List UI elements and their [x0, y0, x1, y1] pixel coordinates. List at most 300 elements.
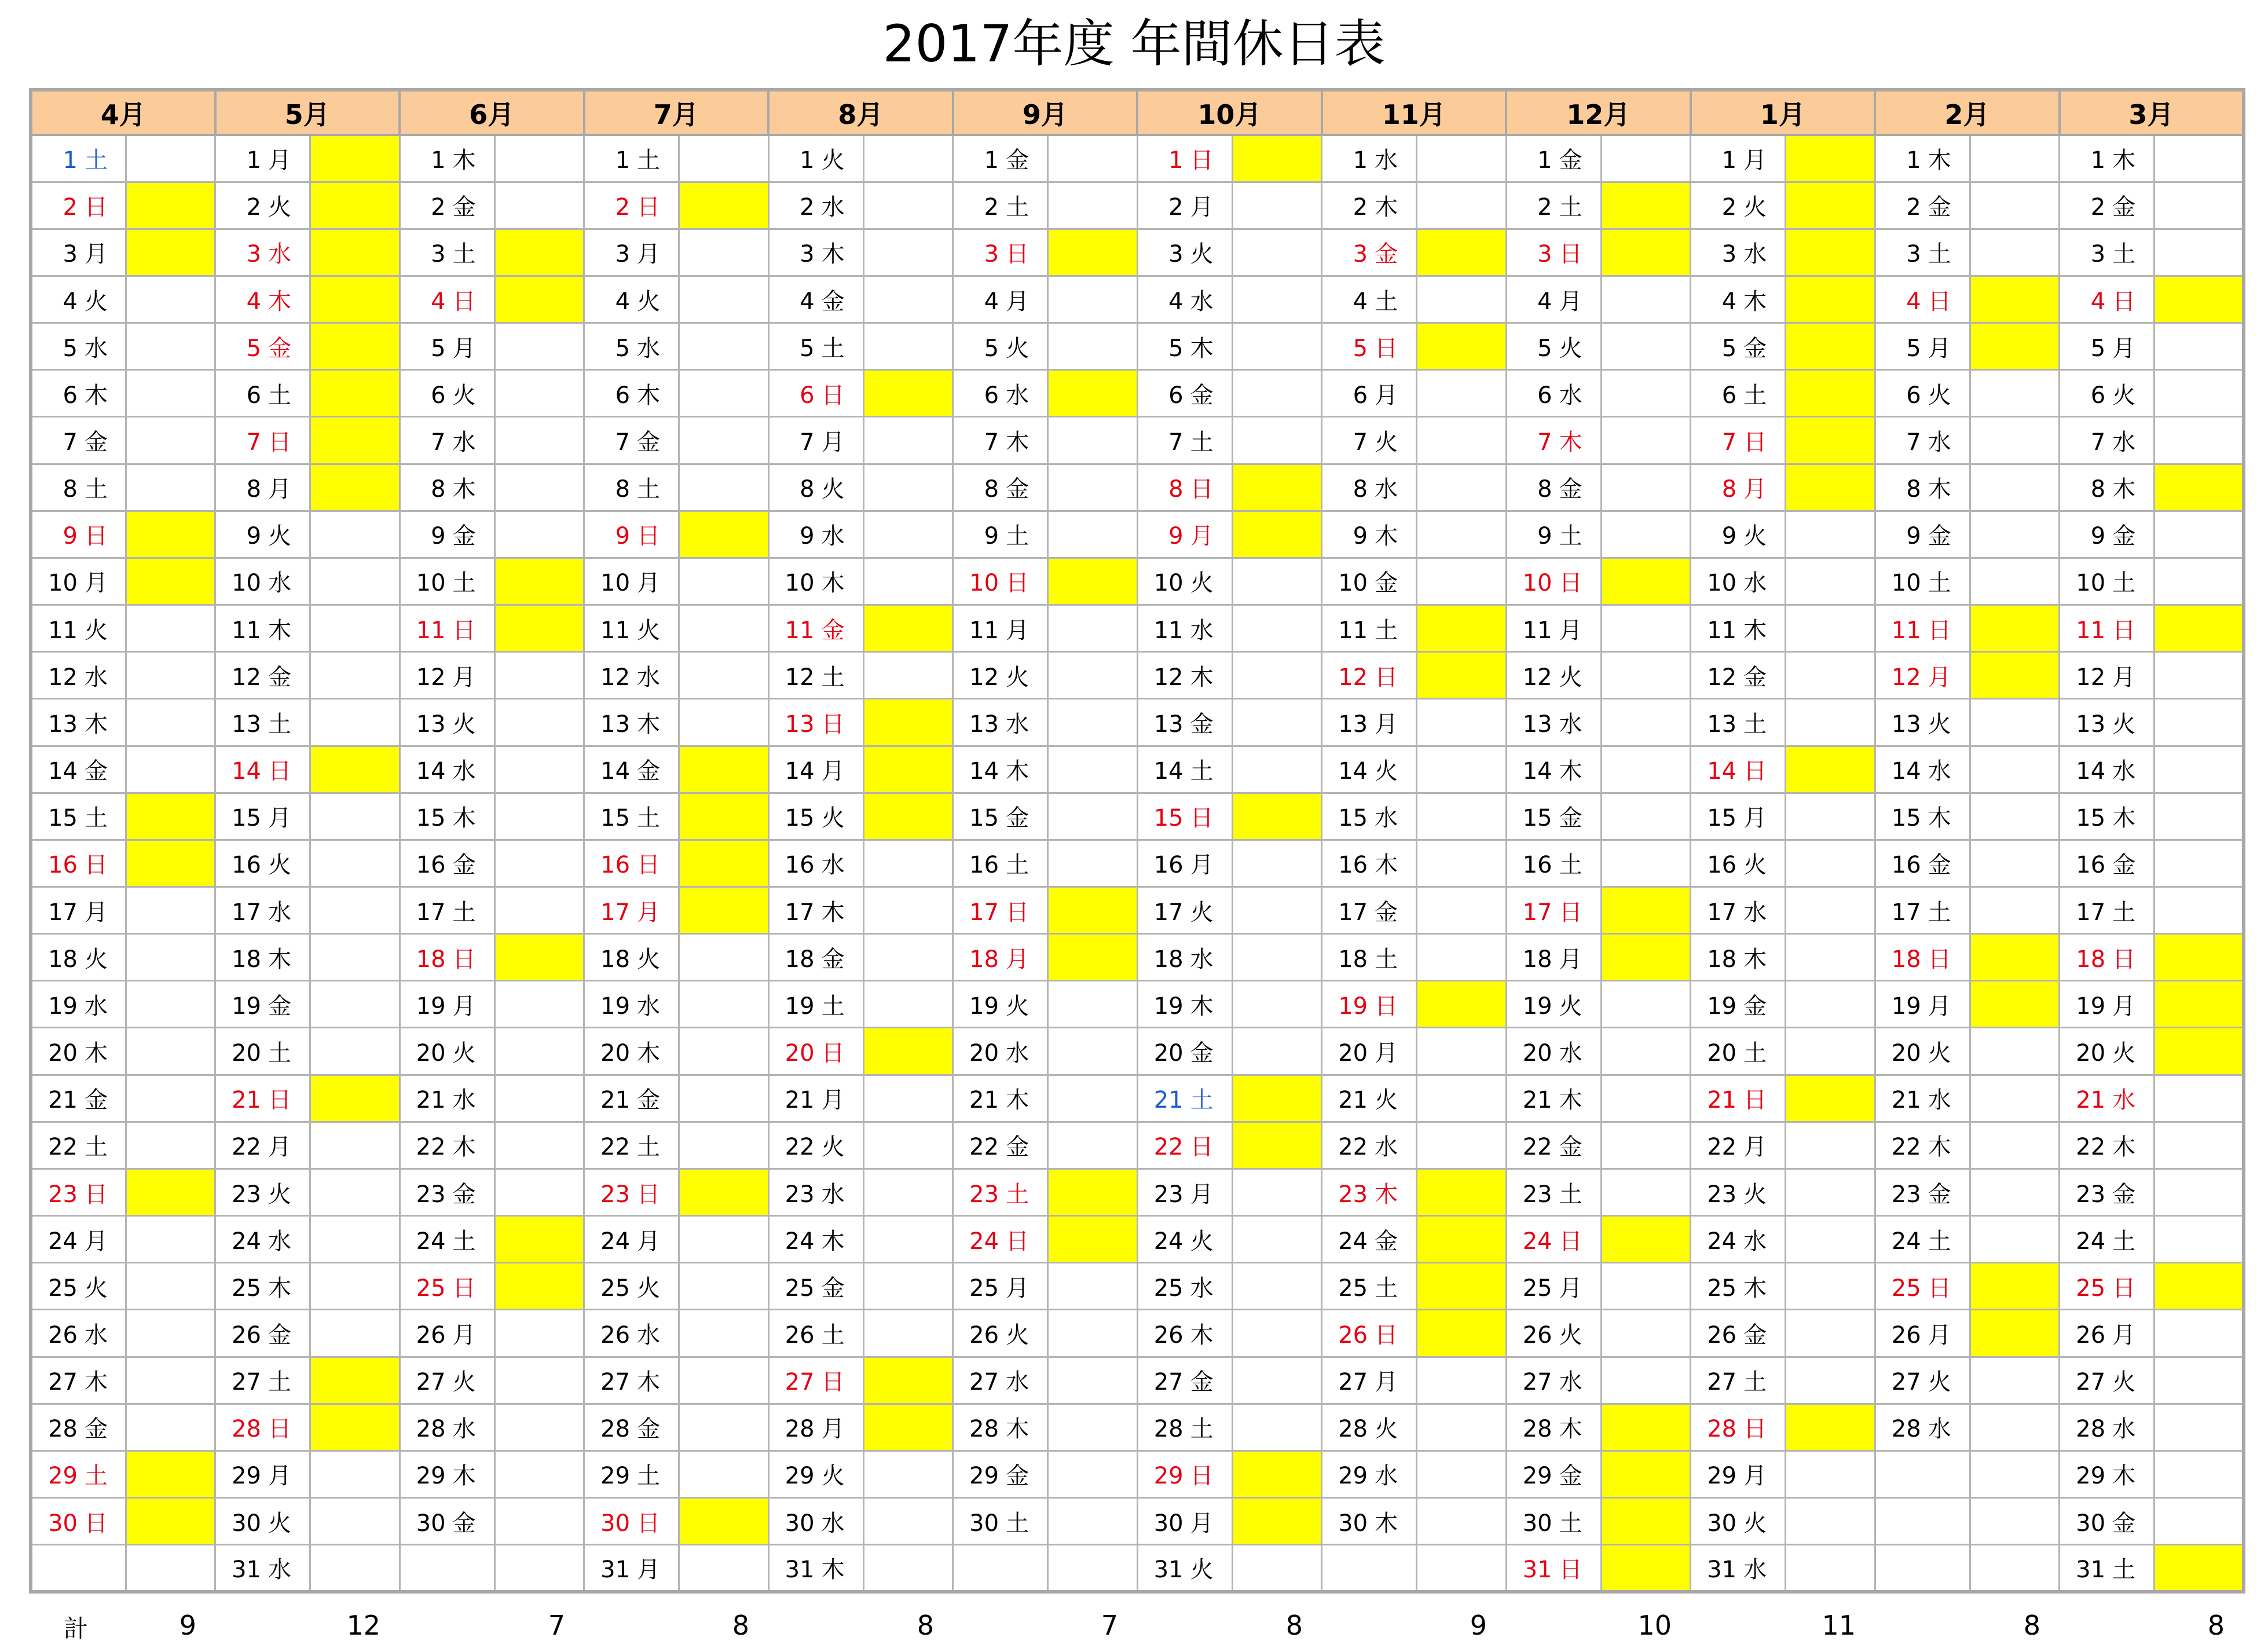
- day-cell: [31, 323, 126, 370]
- holiday-mark: [1417, 323, 1507, 370]
- day-number: 23: [1707, 1181, 1737, 1208]
- weekday-label: 火: [1743, 1181, 1767, 1208]
- day-cell: [1322, 323, 1417, 370]
- weekday-label: 日: [1190, 1134, 1214, 1161]
- day-cell: [1875, 182, 1970, 229]
- day-number: 28: [416, 1416, 446, 1443]
- day-number: 1: [615, 147, 631, 174]
- workday-mark: [1417, 511, 1507, 558]
- holiday-mark: [1601, 1216, 1691, 1263]
- day-cell: [400, 417, 494, 464]
- workday-mark: [126, 323, 215, 370]
- workday-mark: [2155, 1122, 2244, 1169]
- day-cell: [1322, 699, 1417, 746]
- day-cell: [768, 417, 863, 464]
- day-number: 5: [63, 335, 78, 362]
- day-number: 21: [600, 1087, 631, 1114]
- day-cell: [1506, 1169, 1601, 1215]
- holiday-mark: [1417, 229, 1507, 276]
- day-row: [31, 464, 2244, 511]
- day-row: [31, 605, 2244, 652]
- month-total: 9: [1470, 1610, 1487, 1641]
- weekday-label: 火: [1190, 1556, 1214, 1584]
- weekday-label: 木: [1559, 1416, 1582, 1443]
- weekday-label: 水: [637, 664, 661, 691]
- day-number: 15: [1522, 805, 1552, 832]
- day-cell: [31, 511, 126, 558]
- weekday-label: 水: [1928, 1087, 1951, 1114]
- day-number: 3: [615, 241, 631, 268]
- day-number: 1: [246, 147, 262, 174]
- day-number: 21: [1891, 1087, 1921, 1114]
- day-cell: [1875, 1028, 1970, 1075]
- workday-mark: [310, 699, 400, 746]
- workday-mark: [1417, 1404, 1507, 1450]
- weekday-label: 金: [1190, 1369, 1214, 1396]
- workday-mark: [1786, 511, 1875, 558]
- workday-mark: [1970, 699, 2060, 746]
- workday-mark: [1417, 699, 1507, 746]
- workday-mark: [1048, 417, 1138, 464]
- day-number: 5: [984, 335, 999, 362]
- weekday-label: 水: [268, 570, 292, 597]
- day-number: 5: [800, 335, 815, 362]
- day-cell: [1691, 417, 1786, 464]
- weekday-label: 金: [1928, 523, 1951, 550]
- weekday-label: 木: [1375, 523, 1398, 550]
- day-number: 3: [984, 241, 999, 268]
- weekday-label: 木: [1743, 946, 1767, 973]
- day-number: 17: [600, 899, 631, 926]
- holiday-mark: [1601, 934, 1691, 981]
- workday-mark: [679, 558, 769, 605]
- day-cell: [2060, 1028, 2155, 1075]
- day-number: 27: [416, 1369, 446, 1396]
- workday-mark: [2155, 840, 2244, 887]
- weekday-label: 火: [452, 382, 476, 409]
- workday-mark: [1786, 1263, 1875, 1310]
- day-number: 28: [232, 1416, 262, 1443]
- day-number: 23: [785, 1181, 815, 1208]
- workday-mark: [2155, 558, 2244, 605]
- day-number: 1: [2090, 147, 2106, 174]
- weekday-label: 木: [452, 805, 476, 832]
- empty-cell: [1970, 1450, 2060, 1497]
- weekday-label: 水: [821, 194, 845, 221]
- weekday-label: 金: [821, 1274, 845, 1302]
- day-number: 26: [232, 1321, 262, 1349]
- weekday-label: 金: [1006, 476, 1029, 503]
- day-number: 5: [431, 335, 446, 362]
- day-cell: [1875, 793, 1970, 840]
- day-cell: [768, 370, 863, 417]
- day-cell: [1691, 1075, 1786, 1122]
- day-number: 3: [246, 241, 262, 268]
- day-number: 9: [63, 523, 78, 550]
- day-number: 14: [1891, 758, 1921, 785]
- day-cell: [584, 652, 679, 699]
- weekday-label: 土: [1928, 241, 1951, 268]
- holiday-mark: [1786, 182, 1875, 229]
- holiday-calendar-table: [29, 88, 2245, 1594]
- weekday-label: 日: [821, 1369, 845, 1396]
- workday-mark: [863, 323, 953, 370]
- day-number: 4: [1721, 288, 1737, 315]
- day-cell: [2060, 1545, 2155, 1592]
- day-cell: [768, 1498, 863, 1545]
- holiday-mark: [1232, 1075, 1322, 1122]
- day-cell: [768, 1216, 863, 1263]
- day-number: 16: [1707, 852, 1737, 879]
- day-row: [31, 1169, 2244, 1215]
- day-cell: [953, 699, 1048, 746]
- weekday-label: 土: [1006, 523, 1029, 550]
- weekday-label: 水: [637, 992, 661, 1020]
- weekday-label: 火: [1559, 335, 1582, 362]
- weekday-label: 金: [637, 429, 661, 456]
- day-number: 5: [1721, 335, 1737, 362]
- workday-mark: [1232, 1310, 1322, 1357]
- day-cell: [400, 1216, 494, 1263]
- weekday-label: 日: [2112, 288, 2136, 315]
- workday-mark: [863, 1075, 953, 1122]
- day-cell: [1137, 1450, 1232, 1497]
- day-number: 25: [232, 1274, 262, 1302]
- weekday-label: 土: [268, 1040, 292, 1067]
- day-cell: [215, 981, 310, 1028]
- day-cell: [215, 511, 310, 558]
- weekday-label: 日: [268, 1087, 292, 1114]
- day-cell: [215, 417, 310, 464]
- weekday-label: 金: [85, 1087, 108, 1114]
- day-number: 25: [1153, 1274, 1184, 1302]
- day-number: 13: [1891, 710, 1921, 738]
- day-cell: [1137, 1357, 1232, 1404]
- day-cell: [215, 1310, 310, 1357]
- day-cell: [1322, 840, 1417, 887]
- weekday-label: 月: [1375, 1040, 1398, 1067]
- workday-mark: [1232, 1357, 1322, 1404]
- weekday-label: 水: [2112, 758, 2136, 785]
- weekday-label: 火: [1006, 664, 1029, 691]
- holiday-mark: [2155, 276, 2244, 323]
- weekday-label: 火: [268, 194, 292, 221]
- day-number: 8: [1168, 476, 1184, 503]
- weekday-label: 水: [821, 1181, 845, 1208]
- weekday-label: 火: [821, 805, 845, 832]
- workday-mark: [679, 135, 769, 182]
- day-number: 18: [1153, 946, 1184, 973]
- weekday-label: 月: [637, 241, 661, 268]
- day-cell: [31, 840, 126, 887]
- day-number: 25: [1707, 1274, 1737, 1302]
- day-cell: [400, 981, 494, 1028]
- weekday-label: 水: [1006, 382, 1029, 409]
- month-total: 12: [346, 1610, 380, 1641]
- workday-mark: [679, 981, 769, 1028]
- weekday-label: 月: [1743, 147, 1767, 174]
- day-cell: [584, 558, 679, 605]
- day-row: [31, 511, 2244, 558]
- workday-mark: [310, 1545, 400, 1592]
- workday-mark: [2155, 182, 2244, 229]
- day-cell: [768, 887, 863, 934]
- day-cell: [1322, 1028, 1417, 1075]
- weekday-label: 水: [1190, 1274, 1214, 1302]
- workday-mark: [126, 1404, 215, 1450]
- weekday-label: 木: [1743, 288, 1767, 315]
- day-number: 13: [2076, 710, 2106, 738]
- day-number: 30: [2076, 1510, 2106, 1537]
- weekday-label: 土: [2112, 899, 2136, 926]
- weekday-label: 金: [452, 852, 476, 879]
- day-number: 4: [615, 288, 631, 315]
- workday-mark: [1232, 1404, 1322, 1450]
- weekday-label: 月: [452, 992, 476, 1020]
- day-cell: [953, 1404, 1048, 1450]
- weekday-label: 木: [452, 476, 476, 503]
- month-header: 12月: [1506, 90, 1691, 135]
- weekday-label: 火: [2112, 710, 2136, 738]
- weekday-label: 水: [1743, 570, 1767, 597]
- workday-mark: [1601, 417, 1691, 464]
- weekday-label: 金: [821, 617, 845, 644]
- holiday-mark: [679, 793, 769, 840]
- day-cell: [215, 229, 310, 276]
- day-row: [31, 1450, 2244, 1497]
- day-cell: [1691, 934, 1786, 981]
- weekday-label: 水: [268, 1228, 292, 1255]
- day-cell: [2060, 511, 2155, 558]
- day-cell: [215, 652, 310, 699]
- weekday-label: 日: [1006, 570, 1029, 597]
- day-cell: [215, 699, 310, 746]
- workday-mark: [1970, 746, 2060, 793]
- day-number: 29: [1153, 1463, 1184, 1490]
- holiday-mark: [310, 182, 400, 229]
- workday-mark: [126, 605, 215, 652]
- day-number: 10: [1522, 570, 1552, 597]
- weekday-label: 日: [2112, 1274, 2136, 1302]
- workday-mark: [1048, 1028, 1138, 1075]
- day-number: 12: [1522, 664, 1552, 691]
- day-cell: [1506, 1404, 1601, 1450]
- day-number: 18: [1522, 946, 1552, 973]
- day-number: 19: [1522, 992, 1552, 1020]
- day-number: 15: [1707, 805, 1737, 832]
- day-number: 9: [2090, 523, 2106, 550]
- day-number: 27: [2076, 1369, 2106, 1396]
- workday-mark: [1970, 464, 2060, 511]
- workday-mark: [2155, 652, 2244, 699]
- weekday-label: 木: [1190, 335, 1214, 362]
- weekday-label: 土: [637, 805, 661, 832]
- weekday-label: 木: [1006, 1416, 1029, 1443]
- day-cell: [1691, 605, 1786, 652]
- weekday-label: 金: [1559, 1463, 1582, 1490]
- holiday-mark: [1417, 1263, 1507, 1310]
- weekday-label: 日: [1743, 758, 1767, 785]
- day-cell: [1691, 323, 1786, 370]
- weekday-label: 日: [821, 382, 845, 409]
- weekday-label: 月: [2112, 1321, 2136, 1349]
- month-header: 9月: [953, 90, 1138, 135]
- day-cell: [1691, 840, 1786, 887]
- day-number: 30: [1153, 1510, 1184, 1537]
- day-cell: [215, 1028, 310, 1075]
- workday-mark: [494, 1404, 584, 1450]
- weekday-label: 木: [1559, 758, 1582, 785]
- day-cell: [31, 652, 126, 699]
- workday-mark: [863, 1122, 953, 1169]
- day-cell: [953, 1310, 1048, 1357]
- day-number: 26: [1522, 1321, 1552, 1349]
- day-number: 28: [785, 1416, 815, 1443]
- weekday-label: 金: [637, 1416, 661, 1443]
- day-number: 4: [63, 288, 78, 315]
- day-cell: [768, 1450, 863, 1497]
- weekday-label: 日: [1743, 1087, 1767, 1114]
- day-number: 19: [600, 992, 631, 1020]
- day-number: 19: [1707, 992, 1737, 1020]
- month-total: 7: [1101, 1610, 1118, 1641]
- weekday-label: 土: [637, 147, 661, 174]
- day-number: 7: [431, 429, 446, 456]
- weekday-label: 金: [1928, 852, 1951, 879]
- weekday-label: 月: [452, 664, 476, 691]
- day-row: [31, 981, 2244, 1028]
- day-number: 14: [600, 758, 631, 785]
- weekday-label: 木: [821, 570, 845, 597]
- workday-mark: [863, 1498, 953, 1545]
- workday-mark: [126, 652, 215, 699]
- weekday-label: 水: [1928, 758, 1951, 785]
- workday-mark: [1048, 1450, 1138, 1497]
- day-number: 16: [600, 852, 631, 879]
- weekday-label: 金: [1559, 147, 1582, 174]
- weekday-label: 水: [1006, 710, 1029, 738]
- workday-mark: [679, 652, 769, 699]
- weekday-label: 土: [1190, 1087, 1214, 1114]
- day-number: 17: [48, 899, 78, 926]
- weekday-label: 火: [1190, 241, 1214, 268]
- workday-mark: [679, 370, 769, 417]
- holiday-mark: [1786, 229, 1875, 276]
- day-cell: [215, 793, 310, 840]
- day-cell: [215, 1357, 310, 1404]
- workday-mark: [126, 1075, 215, 1122]
- day-number: 18: [785, 946, 815, 973]
- day-number: 12: [416, 664, 446, 691]
- workday-mark: [1786, 1450, 1875, 1497]
- day-number: 13: [48, 710, 78, 738]
- day-cell: [584, 1216, 679, 1263]
- weekday-label: 月: [1006, 288, 1029, 315]
- weekday-label: 木: [2112, 1134, 2136, 1161]
- day-cell: [584, 182, 679, 229]
- day-cell: [31, 464, 126, 511]
- day-cell: [2060, 1357, 2155, 1404]
- day-number: 7: [1168, 429, 1184, 456]
- weekday-label: 月: [1190, 1181, 1214, 1208]
- workday-mark: [1417, 370, 1507, 417]
- weekday-label: 金: [1559, 1134, 1582, 1161]
- day-cell: [1137, 746, 1232, 793]
- month-total: 7: [548, 1610, 565, 1641]
- month-header: 7月: [584, 90, 769, 135]
- day-cell: [215, 1122, 310, 1169]
- weekday-label: 月: [1190, 1510, 1214, 1537]
- weekday-label: 火: [452, 1369, 476, 1396]
- day-row: [31, 1498, 2244, 1545]
- weekday-label: 水: [1928, 429, 1951, 456]
- weekday-label: 水: [1743, 1556, 1767, 1584]
- weekday-label: 火: [1559, 664, 1582, 691]
- day-number: 30: [600, 1510, 631, 1537]
- day-number: 21: [1338, 1087, 1368, 1114]
- day-number: 15: [785, 805, 815, 832]
- weekday-label: 水: [1006, 1040, 1029, 1067]
- day-number: 11: [2076, 617, 2106, 644]
- weekday-label: 金: [1928, 1181, 1951, 1208]
- workday-mark: [1232, 229, 1322, 276]
- day-cell: [584, 746, 679, 793]
- workday-mark: [2155, 746, 2244, 793]
- workday-mark: [1601, 1122, 1691, 1169]
- day-number: 1: [1721, 147, 1737, 174]
- weekday-label: 金: [637, 758, 661, 785]
- day-cell: [400, 1310, 494, 1357]
- day-cell: [400, 511, 494, 558]
- day-number: 31: [1522, 1556, 1552, 1584]
- weekday-label: 月: [452, 335, 476, 362]
- workday-mark: [863, 511, 953, 558]
- workday-mark: [1417, 135, 1507, 182]
- day-cell: [31, 1498, 126, 1545]
- weekday-label: 月: [2112, 992, 2136, 1020]
- weekday-label: 金: [1743, 664, 1767, 691]
- holiday-mark: [679, 840, 769, 887]
- weekday-label: 火: [1190, 570, 1214, 597]
- workday-mark: [863, 276, 953, 323]
- workday-mark: [679, 1357, 769, 1404]
- day-number: 28: [2076, 1416, 2106, 1443]
- weekday-label: 火: [1743, 852, 1767, 879]
- holiday-mark: [1601, 1498, 1691, 1545]
- day-number: 8: [800, 476, 815, 503]
- weekday-label: 木: [637, 1040, 661, 1067]
- weekday-label: 土: [85, 147, 108, 174]
- day-number: 29: [1522, 1463, 1552, 1490]
- day-cell: [1322, 1216, 1417, 1263]
- day-cell: [1875, 652, 1970, 699]
- day-number: 24: [416, 1228, 446, 1255]
- day-cell: [2060, 793, 2155, 840]
- workday-mark: [1601, 1310, 1691, 1357]
- day-row: [31, 652, 2244, 699]
- empty-cell: [1048, 1545, 1138, 1592]
- weekday-label: 木: [85, 710, 108, 738]
- holiday-mark: [310, 135, 400, 182]
- weekday-label: 金: [1928, 194, 1951, 221]
- day-cell: [584, 1498, 679, 1545]
- weekday-label: 火: [85, 1274, 108, 1302]
- weekday-label: 土: [1743, 1369, 1767, 1396]
- day-cell: [768, 135, 863, 182]
- day-number: 19: [785, 992, 815, 1020]
- weekday-label: 火: [1559, 992, 1582, 1020]
- day-number: 14: [232, 758, 262, 785]
